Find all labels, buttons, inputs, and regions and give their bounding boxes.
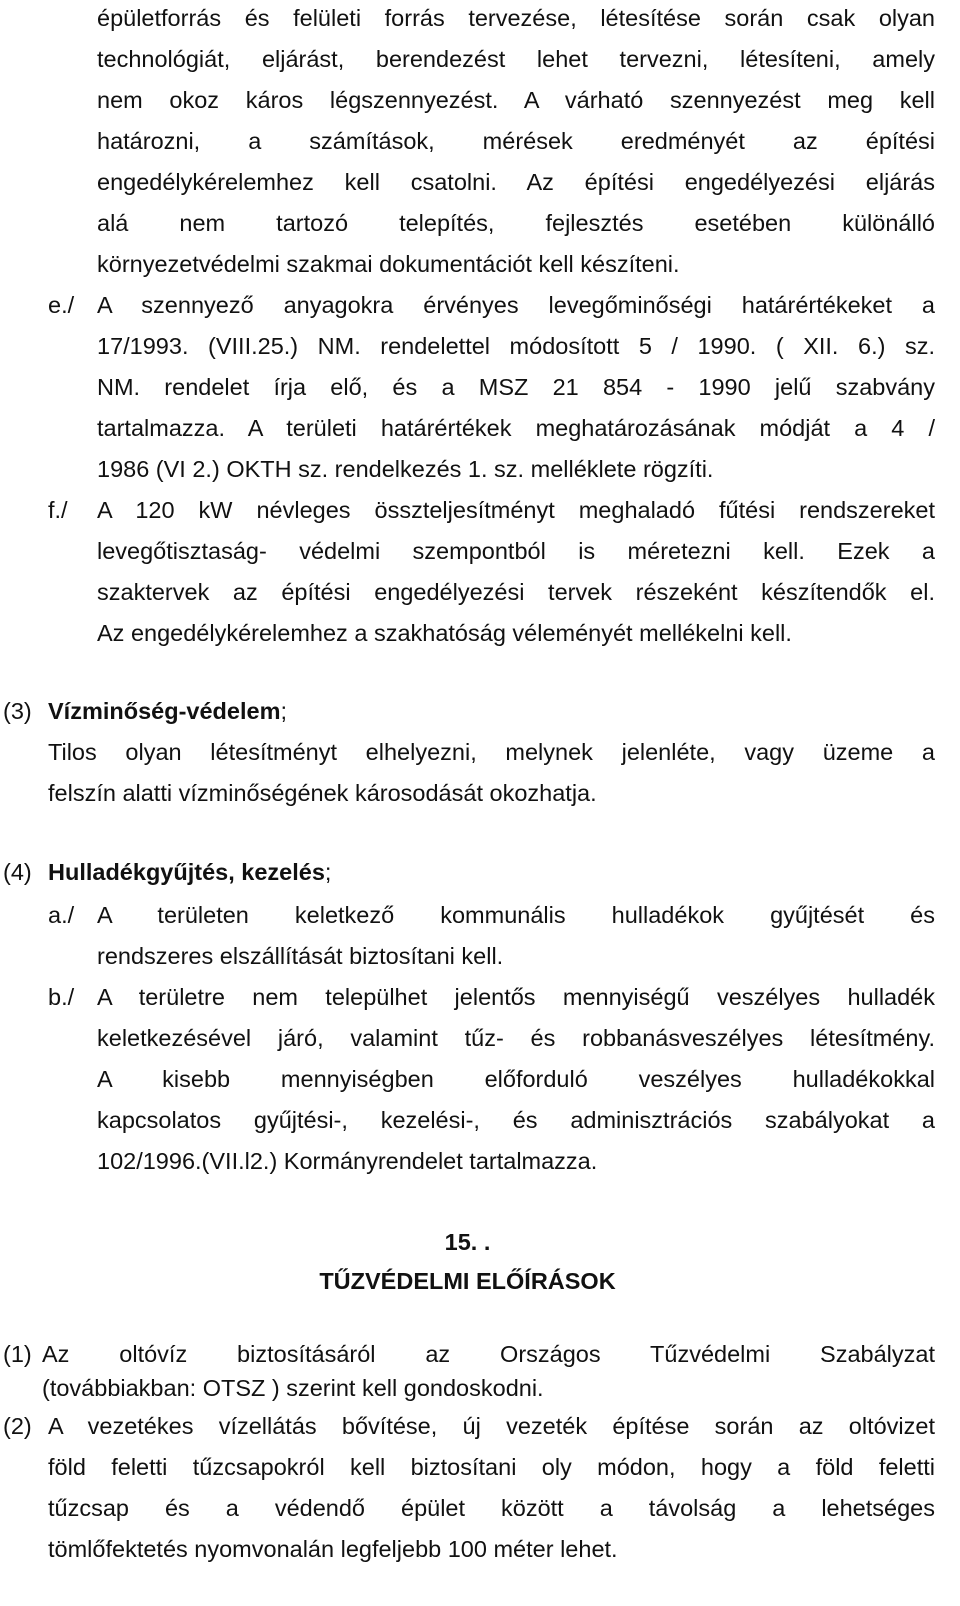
text-line: A vezetékes vízellátás bővítése, új vezeték építése során az oltóvizet [48,1413,935,1439]
text-line: rendszeres elszállítását biztosítani kell. [97,943,504,969]
text-line: határozni, a számítások, mérések eredményét az építési [97,128,935,154]
text-line: Az engedélykérelemhez a szakhatóság véleményét mellékelni kell. [97,620,792,646]
section-title: Hulladékgyűjtés, kezelés [48,859,325,885]
list-label: f./ [48,497,68,523]
text-line: A területen keletkező kommunális hulladékok gyűjtését és [97,902,935,928]
paragraph-number: (2) [3,1413,32,1439]
text-line: 1986 (VI 2.) OKTH sz. rendelkezés 1. sz. melléklete rögzíti. [97,456,714,482]
text-line: A szennyező anyagokra érvényes levegőminőségi határértékeket a [97,292,935,318]
text-line: föld feletti tűzcsapokról kell biztosítani oly módon, hogy a föld feletti [48,1454,935,1480]
text-line: Tilos olyan létesítményt elhelyezni, melynek jelenléte, vagy üzeme a [48,739,935,765]
text-line: technológiát, eljárást, berendezést lehet tervezni, létesíteni, amely [97,46,935,72]
text-line: engedélykérelemhez kell csatolni. Az építési engedélyezési eljárás [97,169,935,195]
text-line: tömlőfektetés nyomvonalán legfeljebb 100 méter lehet. [48,1536,618,1562]
text-line: NM. rendelet írja elő, és a MSZ 21 854 - 1990 jelű szabvány [97,374,935,400]
text-line: kapcsolatos gyűjtési-, kezelési-, és adminisztrációs szabályokat a [97,1107,935,1133]
list-label: b./ [48,984,75,1010]
text-line: környezetvédelmi szakmai dokumentációt kell készíteni. [97,251,680,277]
text-line: alá nem tartozó telepítés, fejlesztés esetében különálló [97,210,935,236]
section-title-punct: ; [324,859,332,885]
text-line: nem okoz káros légszennyezést. A várható szennyezést meg kell [97,87,935,113]
text-line: szaktervek az építési engedélyezési tervek részeként készítendők el. [97,579,935,605]
text-line: épületforrás és felületi forrás tervezése, létesítése során csak olyan [97,5,935,31]
text-line: levegőtisztaság- védelmi szempontból is méretezni kell. Ezek a [97,538,935,564]
list-label: a./ [48,902,75,928]
list-label: e./ [48,292,75,318]
text-line: felszín alatti vízminőségének károsodását okozhatja. [48,780,597,806]
chapter-title: TŰZVÉDELMI ELŐÍRÁSOK [319,1268,616,1294]
section-heading [48,857,331,887]
text-line: (továbbiakban: OTSZ ) szerint kell gondoskodni. [42,1375,544,1401]
section-title: Vízminőség-védelem [48,698,281,724]
text-line: A területre nem települhet jelentős mennyiségű veszélyes hulladék [97,984,935,1010]
section-heading [48,696,287,726]
text-line: tartalmazza. A területi határértékek meghatározásának módját a 4 / [97,415,935,441]
text-line: A 120 kW névleges összteljesítményt meghaladó fűtési rendszereket [97,497,935,523]
text-line: tűzcsap és a védendő épület között a távolság a lehetséges [48,1495,935,1521]
text-line: A kisebb mennyiségben előforduló veszélyes hulladékokkal [97,1066,935,1092]
text-line: 102/1996.(VII.l2.) Kormányrendelet tartalmazza. [97,1148,598,1174]
section-number: (3) [3,698,32,724]
text-line: Az oltóvíz biztosításáról az Országos Tűzvédelmi Szabályzat [42,1341,935,1367]
chapter-number: 15. . [444,1229,491,1255]
paragraph-number: (1) [3,1341,32,1367]
text-line: keletkezésével járó, valamint tűz- és robbanásveszélyes létesítmény. [97,1025,935,1051]
section-number: (4) [3,859,32,885]
section-title-punct: ; [280,698,287,724]
text-line: 17/1993. (VIII.25.) NM. rendelettel módosított 5 / 1990. ( XII. 6.) sz. [97,333,935,359]
